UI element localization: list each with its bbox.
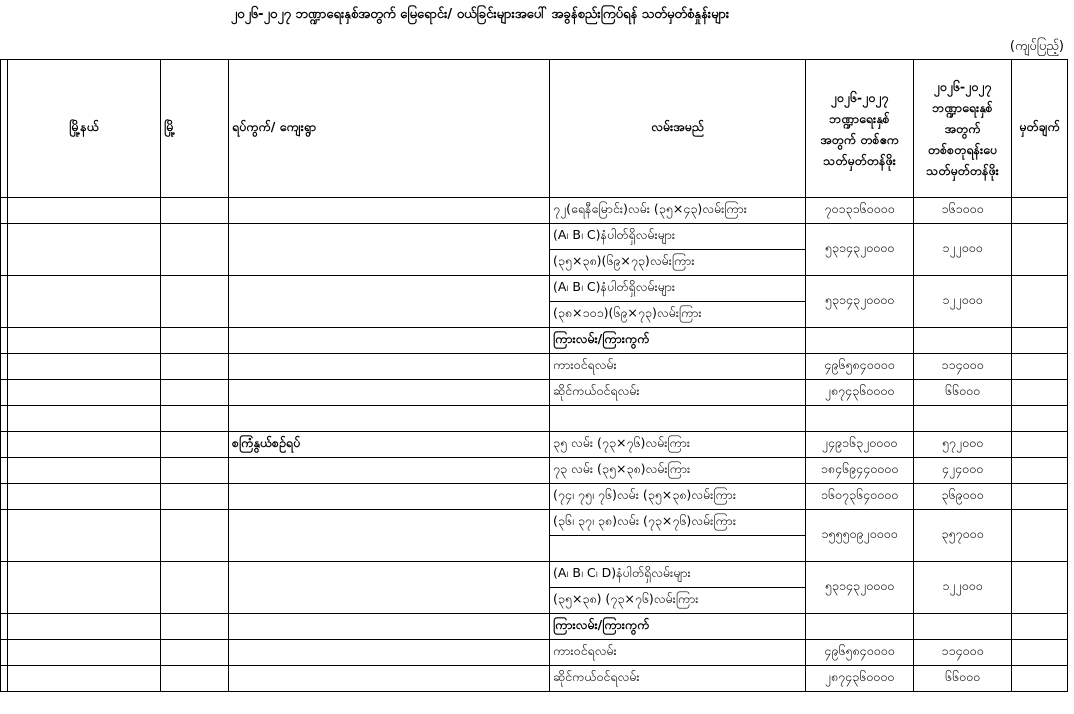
cell-ward-village	[229, 380, 550, 406]
cell-township	[8, 484, 161, 510]
cell-township	[8, 328, 161, 354]
cell-remarks	[1012, 458, 1068, 484]
cell-rate-acre: ၂၈၇၄၃၆၀၀၀၀	[806, 380, 914, 406]
header-township: မြို့နယ်	[8, 60, 161, 198]
cell-street: (A၊ B၊ C)နံပါတ်ရှိလမ်းများ	[550, 224, 806, 250]
header-rate-sqft-line: ဘဏ္ဍာရေးနှစ်	[932, 100, 993, 115]
cell-street: ၇၃ လမ်း (၃၅×၃၈)လမ်းကြား	[550, 458, 806, 484]
header-rate-sqft-line: အတွက်	[944, 121, 981, 136]
cell-township	[8, 406, 161, 432]
table-row	[1, 276, 1068, 302]
cell-rate-acre: ၁၆၀၇၃၆၄၀၀၀၀	[806, 484, 914, 510]
cell-ward-village	[229, 276, 550, 328]
table-row	[1, 380, 1068, 406]
cell-town	[161, 666, 229, 692]
cell-blank	[1, 510, 8, 562]
header-ward-village: ရပ်ကွက်/ ကျေးရွာ	[229, 60, 550, 198]
cell-rate-acre: ၁၈၄၆၉၄၄၀၀၀၀	[806, 458, 914, 484]
cell-rate-sqft: ၁၂၂၀၀၀	[914, 224, 1012, 276]
cell-township	[8, 510, 161, 562]
cell-remarks	[1012, 640, 1068, 666]
table-row	[1, 666, 1068, 692]
cell-rate-sqft	[914, 614, 1012, 640]
cell-blank	[1, 328, 8, 354]
cell-blank	[1, 614, 8, 640]
cell-street: ကားဝင်ရလမ်း	[550, 640, 806, 666]
cell-remarks	[1012, 380, 1068, 406]
cell-ward-village	[229, 198, 550, 224]
table-row	[1, 406, 1068, 432]
cell-street: (A၊ B၊ C)နံပါတ်ရှိလမ်းများ	[550, 276, 806, 302]
cell-rate-acre: ၅၃၁၄၃၂၀၀၀၀	[806, 562, 914, 614]
cell-ward-village: စကြံနွယ်စဉ်ရပ်	[229, 432, 550, 458]
cell-blank	[1, 666, 8, 692]
cell-blank	[1, 458, 8, 484]
cell-rate-sqft: ၆၆၀၀၀	[914, 380, 1012, 406]
currency-unit: (ကျပ်ပြည့်)	[1009, 39, 1064, 54]
table-row	[1, 484, 1068, 510]
cell-street: ၇၂(ရေနီမြောင်း)လမ်း (၃၅×၄၃)လမ်းကြား	[550, 198, 806, 224]
cell-rate-acre: ၂၈၇၄၃၆၀၀၀၀	[806, 666, 914, 692]
header-rate-acre-line: ဘဏ္ဍာရေးနှစ်	[829, 110, 890, 126]
header-rate-sqft-line: တစ်စတုရန်းပေ	[927, 142, 998, 157]
cell-township	[8, 276, 161, 328]
cell-blank	[1, 562, 8, 614]
cell-blank	[1, 640, 8, 666]
table-row	[1, 328, 1068, 354]
cell-blank	[1, 432, 8, 458]
cell-township	[8, 380, 161, 406]
cell-ward-village	[229, 224, 550, 276]
cell-township	[8, 432, 161, 458]
cell-remarks	[1012, 484, 1068, 510]
cell-ward-village	[229, 640, 550, 666]
cell-rate-acre: ၇၀၁၃၁၆၀၀၀၀	[806, 198, 914, 224]
cell-town	[161, 328, 229, 354]
cell-remarks	[1012, 562, 1068, 614]
cell-township	[8, 198, 161, 224]
cell-town	[161, 276, 229, 328]
cell-remarks	[1012, 328, 1068, 354]
cell-rate-acre	[806, 406, 914, 432]
cell-remarks	[1012, 224, 1068, 276]
cell-town	[161, 198, 229, 224]
cell-rate-sqft	[914, 406, 1012, 432]
table-row	[1, 198, 1068, 224]
cell-rate-acre: ၅၃၁၄၃၂၀၀၀၀	[806, 276, 914, 328]
header-rate-acre-line: သတ်မှတ်တန်ဖိုး	[823, 152, 896, 168]
cell-street: ကြားလမ်း/ကြားကွက်	[550, 614, 806, 640]
cell-remarks	[1012, 614, 1068, 640]
cell-rate-sqft: ၁၂၂၀၀၀	[914, 276, 1012, 328]
header-rate-sqft-line: သတ်မှတ်တန်ဖိုး	[926, 163, 999, 178]
cell-street: ၃၅ လမ်း (၇၃×၇၆)လမ်းကြား	[550, 432, 806, 458]
cell-ward-village	[229, 614, 550, 640]
cell-ward-village	[229, 406, 550, 432]
cell-street: ကားဝင်ရလမ်း	[550, 354, 806, 380]
cell-street: ဆိုင်ကယ်ဝင်ရလမ်း	[550, 380, 806, 406]
cell-town	[161, 562, 229, 614]
cell-town	[161, 510, 229, 562]
cell-rate-sqft: ၁၁၄၀၀၀	[914, 354, 1012, 380]
table-row	[1, 510, 1068, 536]
cell-remarks	[1012, 510, 1068, 562]
cell-ward-village	[229, 458, 550, 484]
document-title: ၂၀၂၆-၂၀၂၇ ဘဏ္ဍာရေးနှစ်အတွက် မြေရောင်း/ ဝယ်ခြင်းများအပေါ် အခွန်စည်းကြပ်ရန် သတ်မှတ်စံနှုန်းများ	[230, 7, 730, 22]
table-row	[1, 562, 1068, 588]
header-rate-sqft-line: ၂၀၂၆-၂၀၂၇	[933, 79, 992, 94]
cell-remarks	[1012, 354, 1068, 380]
header-rate-acre-line: အတွက် တစ်ဧက	[820, 131, 899, 147]
cell-rate-acre: ၁၅၅၅၀၉၂၀၀၀၀	[806, 510, 914, 562]
header-rate-per-sqft	[914, 60, 1012, 198]
header-street: လမ်းအမည်	[550, 60, 806, 198]
cell-ward-village	[229, 510, 550, 562]
cell-remarks	[1012, 198, 1068, 224]
cell-rate-acre: ၄၉၆၅၈၄၀၀၀၀	[806, 640, 914, 666]
header-blank	[1, 60, 8, 198]
cell-rate-acre: ၂၄၉၁၆၃၂၀၀၀၀	[806, 432, 914, 458]
cell-ward-village	[229, 328, 550, 354]
table-header-row	[1, 60, 1068, 198]
cell-ward-village	[229, 484, 550, 510]
table-row	[1, 354, 1068, 380]
cell-blank	[1, 484, 8, 510]
cell-blank	[1, 354, 8, 380]
cell-street: (၃၅×၃၈)(၆၉×၇၃)လမ်းကြား	[550, 250, 806, 276]
header-remarks: မှတ်ချက်	[1012, 60, 1068, 198]
cell-town	[161, 614, 229, 640]
cell-rate-sqft: ၄၂၄၀၀၀	[914, 458, 1012, 484]
cell-township	[8, 458, 161, 484]
cell-rate-acre: ၄၉၆၅၈၄၀၀၀၀	[806, 354, 914, 380]
cell-rate-sqft: ၁၁၄၀၀၀	[914, 640, 1012, 666]
cell-town	[161, 484, 229, 510]
cell-street: (၃၅×၃၈) (၇၃×၇၆)လမ်းကြား	[550, 588, 806, 614]
header-rate-acre-line: ၂၀၂၆-၂၀၂၇	[830, 89, 889, 105]
table-body	[1, 198, 1068, 692]
cell-street: (၃၈×၁၀၁)(၆၉×၇၃)လမ်းကြား	[550, 302, 806, 328]
cell-rate-sqft: ၃၅၇၀၀၀	[914, 510, 1012, 562]
table-row	[1, 614, 1068, 640]
cell-blank	[1, 198, 8, 224]
cell-township	[8, 562, 161, 614]
cell-street: ကြားလမ်း/ကြားကွက်	[550, 328, 806, 354]
cell-township	[8, 354, 161, 380]
cell-street: ဆိုင်ကယ်ဝင်ရလမ်း	[550, 666, 806, 692]
cell-street: (A၊ B၊ C၊ D)နံပါတ်ရှိလမ်းများ	[550, 562, 806, 588]
cell-township	[8, 614, 161, 640]
cell-street	[550, 536, 806, 562]
cell-town	[161, 458, 229, 484]
cell-street: (၇၄၊ ၇၅၊ ၇၆)လမ်း (၃၅×၃၈)လမ်းကြား	[550, 484, 806, 510]
cell-rate-sqft: ၃၆၉၀၀၀	[914, 484, 1012, 510]
table-row	[1, 224, 1068, 250]
cell-rate-acre	[806, 614, 914, 640]
cell-rate-sqft: ၁၆၁၀၀၀	[914, 198, 1012, 224]
cell-blank	[1, 406, 8, 432]
header-town: မြို့	[161, 60, 229, 198]
table-row	[1, 458, 1068, 484]
cell-remarks	[1012, 276, 1068, 328]
cell-town	[161, 224, 229, 276]
cell-township	[8, 224, 161, 276]
cell-remarks	[1012, 432, 1068, 458]
cell-blank	[1, 276, 8, 328]
cell-township	[8, 666, 161, 692]
cell-remarks	[1012, 406, 1068, 432]
cell-rate-acre: ၅၃၁၄၃၂၀၀၀၀	[806, 224, 914, 276]
table-row	[1, 432, 1068, 458]
cell-town	[161, 406, 229, 432]
cell-township	[8, 640, 161, 666]
cell-town	[161, 640, 229, 666]
cell-town	[161, 432, 229, 458]
cell-ward-village	[229, 666, 550, 692]
cell-remarks	[1012, 666, 1068, 692]
cell-rate-sqft: ၆၆၀၀၀	[914, 666, 1012, 692]
valuation-table	[0, 59, 1068, 692]
cell-rate-sqft: ၁၂၂၀၀၀	[914, 562, 1012, 614]
cell-street	[550, 406, 806, 432]
cell-street: (၃၆၊ ၃၇၊ ၃၈)လမ်း (၇၃×၇၆)လမ်းကြား	[550, 510, 806, 536]
cell-ward-village	[229, 562, 550, 614]
cell-town	[161, 354, 229, 380]
header-rate-per-acre	[806, 60, 914, 198]
cell-blank	[1, 380, 8, 406]
table-row	[1, 640, 1068, 666]
cell-rate-sqft: ၅၇၂၀၀၀	[914, 432, 1012, 458]
cell-town	[161, 380, 229, 406]
cell-blank	[1, 224, 8, 276]
cell-rate-sqft	[914, 328, 1012, 354]
cell-ward-village	[229, 354, 550, 380]
cell-rate-acre	[806, 328, 914, 354]
